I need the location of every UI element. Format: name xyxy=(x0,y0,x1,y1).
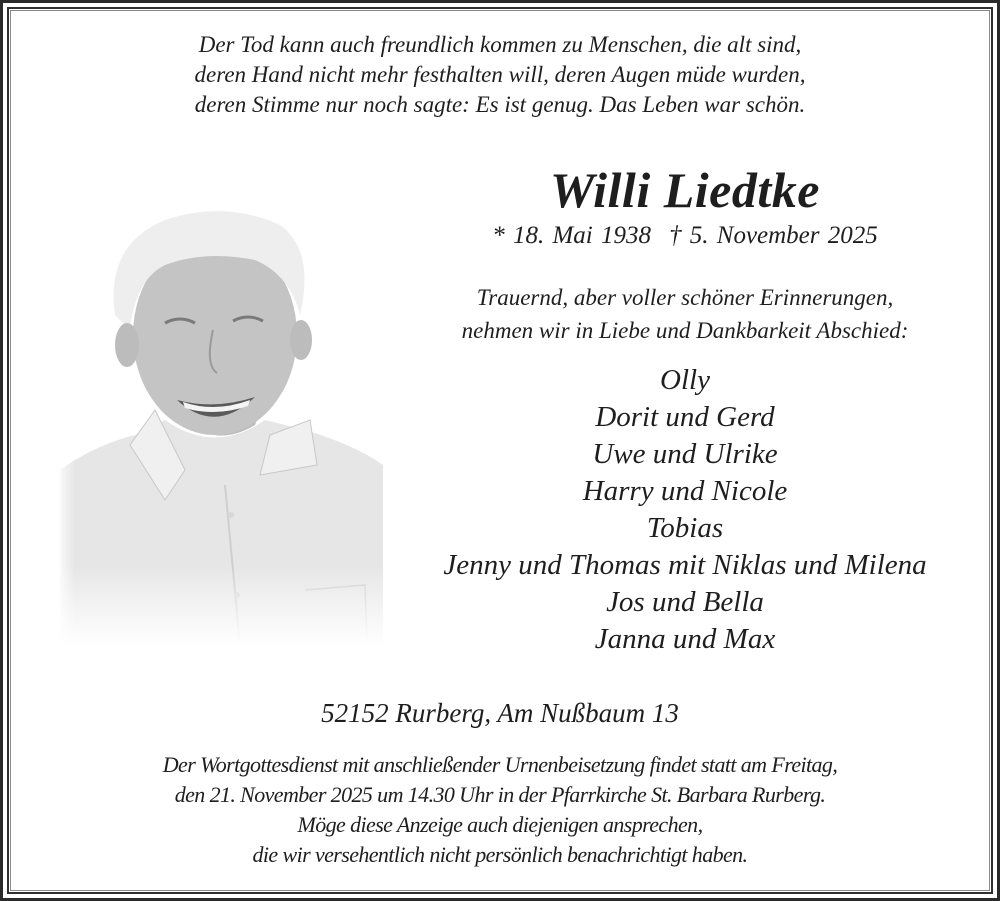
intro-line: nehmen wir in Liebe und Dankbarkeit Abschied: xyxy=(461,318,909,343)
notice-line: Der Wortgottesdienst mit anschließender Urnenbeisetzung findet statt am Freitag, xyxy=(162,752,838,777)
poem-line: Der Tod kann auch freundlich kommen zu Menschen, die alt sind, xyxy=(198,32,802,57)
deceased-name: Willi Liedtke xyxy=(550,162,820,218)
birth-date: * 18. Mai 1938 xyxy=(492,222,652,249)
death-date: † 5. November 2025 xyxy=(669,222,878,249)
notice-line: Möge diese Anzeige auch diejenigen ansprechen, xyxy=(297,812,703,837)
mourner-entry: Olly xyxy=(660,364,710,396)
mourner-entry: Jenny und Thomas mit Niklas und Milena xyxy=(443,549,927,581)
life-dates xyxy=(400,220,970,252)
notice-line: den 21. November 2025 um 14.30 Uhr in der Pfarrkirche St. Barbara Rurberg. xyxy=(174,782,826,807)
poem xyxy=(0,30,1000,120)
notice-line: die wir versehentlich nicht persönlich benachrichtigt haben. xyxy=(252,842,748,867)
mourner-entry: Janna und Max xyxy=(594,623,776,655)
service-notice xyxy=(0,750,1000,870)
mourner-entry: Uwe und Ulrike xyxy=(592,438,778,470)
mourner-entry: Dorit und Gerd xyxy=(595,401,775,433)
mourner-entry: Harry und Nicole xyxy=(582,475,788,507)
mourner-entry: Jos und Bella xyxy=(606,586,764,618)
portrait-icon xyxy=(55,205,385,645)
portrait-photo xyxy=(55,205,385,645)
intro-line: Trauernd, aber voller schöner Erinnerungen, xyxy=(476,285,894,310)
poem-line: deren Hand nicht mehr festhalten will, deren Augen müde wurden, xyxy=(194,62,806,87)
farewell-intro xyxy=(400,281,970,347)
poem-line: deren Stimme nur noch sagte: Es ist genug. Das Leben war schön. xyxy=(194,92,806,117)
mourner-entry: Tobias xyxy=(646,512,724,544)
mourners-list xyxy=(400,362,970,658)
address: 52152 Rurberg, Am Nußbaum 13 xyxy=(321,698,679,728)
